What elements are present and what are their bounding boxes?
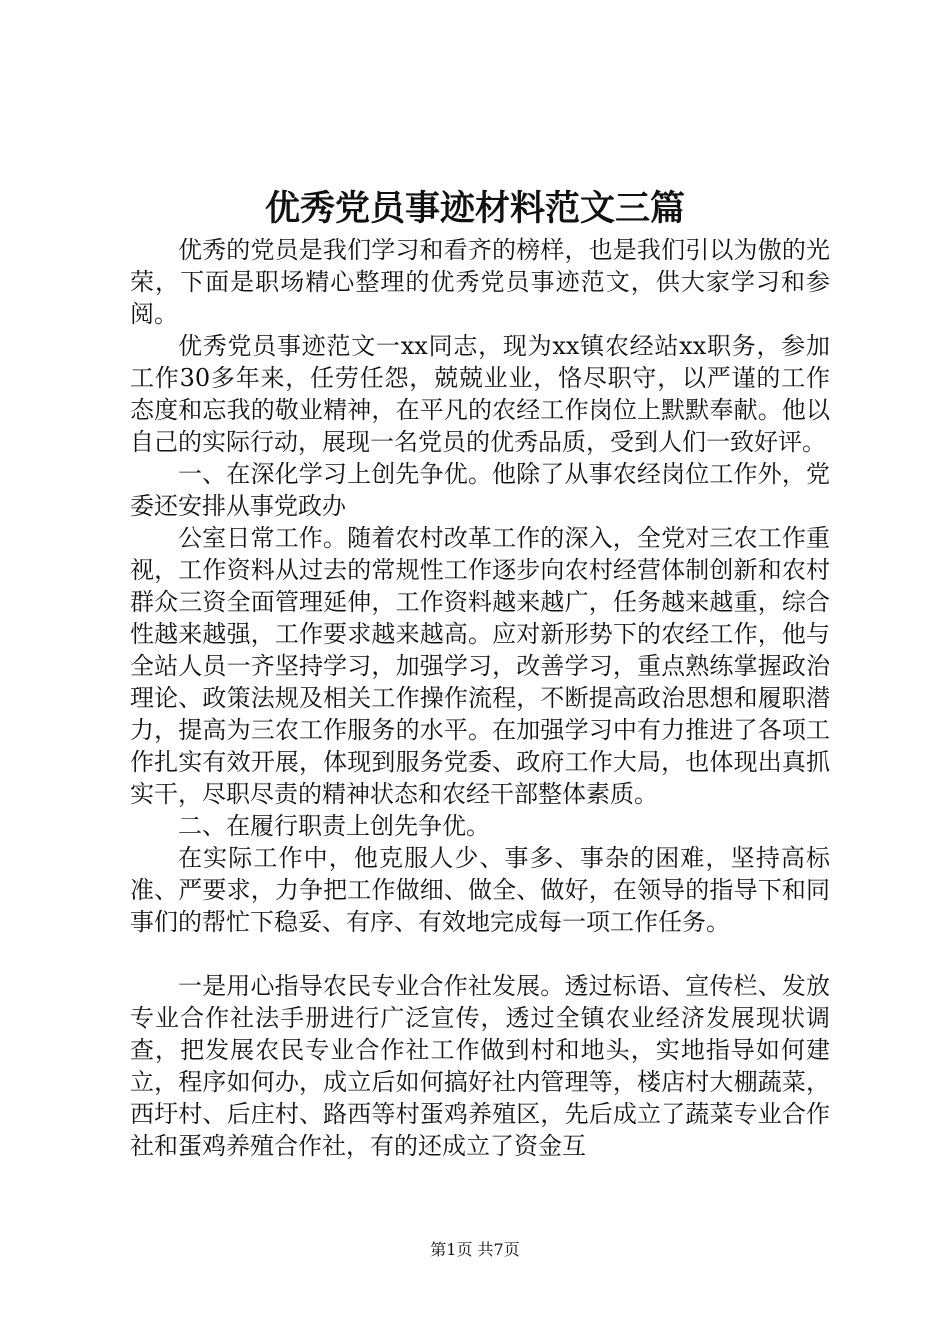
paragraph-section-two-heading: 二、在履行职责上创先争优。 [178, 812, 490, 840]
paragraph-section-two: 在实际工作中，他克服人少、事多、事杂的困难，坚持高标准、严要求，力争把工作做细、做全、做好，在领导的指导下和同事们的帮忙下稳妥、有序、有效地完成每一项工作任务。 [130, 844, 830, 936]
paragraph-intro: 优秀的党员是我们学习和看齐的榜样，也是我们引以为傲的光荣，下面是职场精心整理的优秀党员事迹范文，供大家学习和参阅。 [130, 236, 830, 328]
document-body [130, 234, 830, 1162]
page-number: 第1页 共7页 [430, 1240, 520, 1259]
paragraph-section-one: 一、在深化学习上创先争优。他除了从事农经岗位工作外，党委还安排从事党政办 [130, 460, 830, 520]
paragraph-section-one-continued: 公室日常工作。随着农村改革工作的深入，全党对三农工作重视，工作资料从过去的常规性工作逐步向农村经营体制创新和农村群众三资全面管理延伸，工作资料越来越广，任务越来越重，综合性越来越强，工作要求越来越高。应对新形势下的农经工作，他与全站人员一齐坚持学习，加强学习，改善学习，重点熟练掌握政治理论、政策法规及相关工作操作流程，不断提高政治思想和履职潜力，提高为三农工作服务的水平。在加强学习中有力推进了各项工作扎实有效开展，体现到服务党委、政府工作大局，也体现出真抓实干，尽职尽责的精神状态和农经干部整体素质。 [130, 524, 830, 808]
paragraph-point-one: 一是用心指导农民专业合作社发展。透过标语、宣传栏、发放专业合作社法手册进行广泛宣传，透过全镇农业经济发展现状调查，把发展农民专业合作社工作做到村和地头，实地指导如何建立，程序如何办，成立后如何搞好社内管理等，楼店村大棚蔬菜，西圩村、后庄村、路西等村蛋鸡养殖区，先后成立了蔬菜专业合作社和蛋鸡养殖合作社，有的还成立了资金互 [130, 972, 830, 1160]
document-title: 优秀党员事迹材料范文三篇 [264, 188, 685, 229]
paragraph-example-one: 优秀党员事迹范文一xx同志，现为xx镇农经站xx职务，参加工作30多年来，任劳任怨，兢兢业业，恪尽职守，以严谨的工作态度和忘我的敬业精神，在平凡的农经工作岗位上默默奉献。他以自己的实际行动，展现一名党员的优秀品质，受到人们一致好评。 [130, 332, 830, 456]
